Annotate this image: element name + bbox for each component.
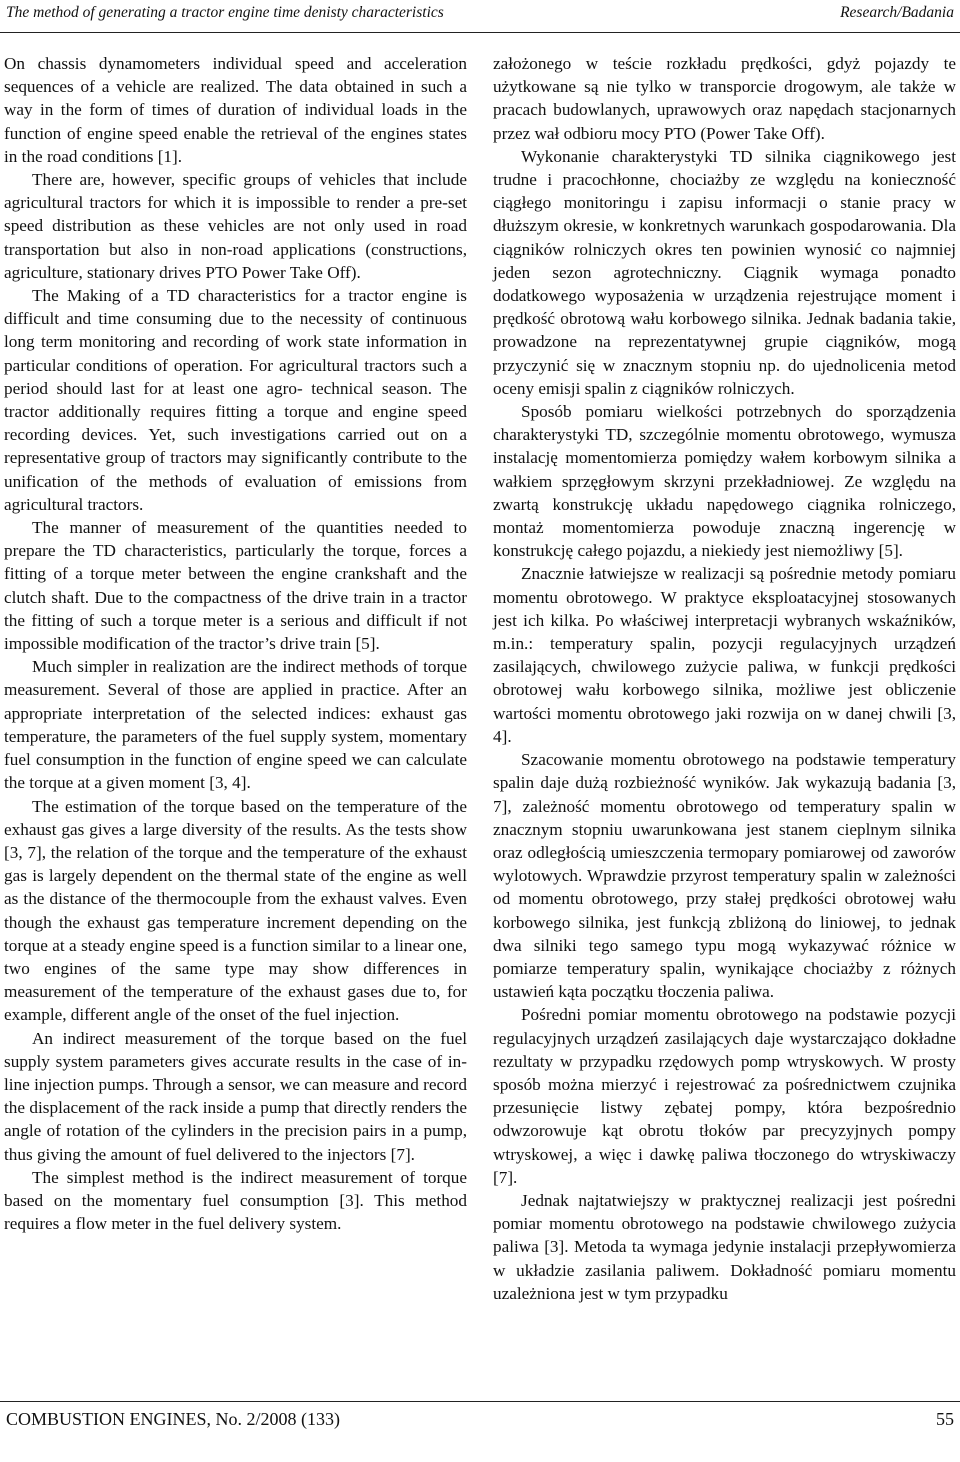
page-footer bbox=[0, 1409, 960, 1430]
paragraph: The manner of measurement of the quantities needed to prepare the TD characteristics, particularly the torque, forces a fitting of a torque meter between the engine crankshaft and the clutch shaft. Due to the compactness of the drive train in a tractor the fitting of such a torque meter is a serious and difficult if not impossible modification of the tractor’s drive train [5]. bbox=[4, 518, 467, 654]
page-number: 55 bbox=[936, 1409, 954, 1429]
paragraph: Znacznie łatwiejsze w realizacji są pośrednie metody pomiaru momentu obrotowego. W praktyce eksploatacyjnej stosowanych jest ich kilka. Po właściwej interpretacji wybranych wskaźników, m.in.: temperatury spalin, pozycji regulacyjnych urządzeń zasilających, chwilowego zużycie paliwa, w funkcji prędkości obrotowej wału korbowego silnika, możliwe jest obliczenie wartości momentu obrotowego jaki rozwija on w danej chwili [3, 4]. bbox=[493, 564, 956, 746]
left-column bbox=[4, 52, 467, 1235]
paragraph: An indirect measurement of the torque based on the fuel supply system parameters gives accurate results in the case of in-line injection pumps. Through a sensor, we can measure and record the displacement of the rack inside a pump that directly renders the angle of rotation of the cylinders in the precision pairs in a pump, thus giving the amount of fuel delivered to the injectors [7]. bbox=[4, 1028, 467, 1164]
paragraph: Sposób pomiaru wielkości potrzebnych do sporządzenia charakterystyki TD, szczególnie momentu obrotowego, wymusza instalację momentomierza pomiędzy wałem korbowym silnika a wałkiem sprzęgłowym skrzyni przekładniowej. Ze względu na zwartą konstrukcję układu napędowego ciągnika rolniczego, montaż momentomierza powoduje znaczną ingerencję w konstrukcję całego pojazdu, a niekiedy jest niemożliwy [5]. bbox=[493, 402, 956, 561]
paragraph: The Making of a TD characteristics for a tractor engine is difficult and time consuming due to the necessity of continuous long term monitoring and recording of work state information in particular conditions of operation. For agricultural tractors such a period should last for at least one agro- technical season. The tractor additionally requires fitting a torque and engine speed recording devices. Yet, such investigations carried out on a representative group of tractors may significantly contribute to the unification of the methods of evaluation of emissions from agricultural tractors. bbox=[4, 286, 467, 514]
footer-rule bbox=[0, 1401, 960, 1402]
paragraph: There are, however, specific groups of vehicles that include agricultural tractors for which it is impossible to render a pre-set speed distribution as these vehicles are not only used in road transportation but also in non-road applications (constructions, agriculture, stationary drives PTO Power Take Off). bbox=[4, 170, 467, 282]
paragraph: Jednak najtatwiejszy w praktycznej realizacji jest pośredni pomiar momentu obrotowego na podstawie chwilowego zużycia paliwa [3]. Metoda ta wymaga jedynie instalacji przepływomierza w układzie zasilania paliwem. Dokładność pomiaru momentu uzależniona jest w tym przypadku bbox=[493, 1190, 956, 1303]
right-column bbox=[493, 52, 956, 1305]
paragraph: Wykonanie charakterystyki TD silnika ciągnikowego jest trudne i pracochłonne, chociażby ze względu na konieczność ciągłego monitoringu i zapisu informacji o stanie pracy w dłuższym okresie, w konkretnych warunkach gospodarowania. Dla ciągników rolniczych okres ten powinien wynosić co najmniej jeden sezon agrotechniczny. Ciągnik wymaga ponadto dodatkowego wyposażenia w urządzenia rejestrujące moment i prędkość obrotową wału korbowego silnika. Jednak badania takie, prowadzone na reprezentatywnej grupie ciągników, mogą przyczynić się w znacznym stopniu np. do ujednolicenia metod oceny emisji spalin z ciągników rolniczych. bbox=[493, 146, 956, 398]
paragraph: On chassis dynamometers individual speed and acceleration sequences of a vehicle are realized. The data obtained in such a way in the form of times of duration of individual loads in the function of engine speed enable the retrieval of the engines states in the road conditions [1]. bbox=[4, 54, 467, 166]
running-header bbox=[0, 0, 960, 30]
paragraph: The simplest method is the indirect measurement of torque based on the momentary fuel consumption [3]. This method requires a flow meter in the fuel delivery system. bbox=[4, 1167, 467, 1234]
paragraph: The estimation of the torque based on the temperature of the exhaust gas gives a large diversity of the results. As the tests show [3, 7], the relation of the torque and the temperature of the exhaust gas is largely dependent on the thermal state of the engine as well as the distance of the thermocouple from the exhaust valves. Even though the exhaust gas temperature increment depending on the torque at a steady engine speed is a function similar to a linear one, two engines of the same type may show differences in measurement of the temperature of the exhaust gases due to, for example, different angle of the onset of the fuel injection. bbox=[4, 796, 467, 1025]
section-label: Research/Badania bbox=[840, 4, 954, 21]
paragraph: założonego w teście rozkładu prędkości, gdyż pojazdy te użytkowane są nie tylko w transporcie drogowym, ale także w pracach budowlanych, uprawowych oraz napędach stacjonarnych przez wał odbioru mocy PTO (Power Take Off). bbox=[493, 54, 956, 143]
journal-name: COMBUSTION ENGINES, No. 2/2008 (133) bbox=[6, 1409, 340, 1429]
paragraph: Pośredni pomiar momentu obrotowego na podstawie pozycji regulacyjnych urządzeń zasilających daje wystarczająco dokładne rezultaty w przypadku rzędowych pomp wtryskowych. W prosty sposób można mierzyć i rejestrować za pośrednictwem czujnika przesunięcie listwy zębatej pompy, która bezpośrednio odwzorowuje kąt obrotu tłoków par precyzyjnych pompy wtryskowej, a więc i dawkę paliwa tłoczonego do wtryskiwaczy [7]. bbox=[493, 1005, 956, 1187]
running-title: The method of generating a tractor engine time denisty characteristics bbox=[6, 4, 444, 21]
header-rule bbox=[0, 32, 960, 33]
paragraph: Szacowanie momentu obrotowego na podstawie temperatury spalin daje dużą rozbieżność wyników. Jak wykazują badania [3, 7], zależność momentu obrotowego od temperatury spalin w znacznym stopniu uwarunkowana jest stanem cieplnym silnika oraz odległością umieszczenia termopary pomiarowej od zaworów wylotowych. Wprawdzie przyrost temperatury spalin w zależności od momentu obrotowego, przy stałej prędkości obrotowej wału korbowego silnika, jest funkcją zbliżoną do liniowej, to jednak dwa silniki tego samego typu mogą wykazywać różnice w pomiarze temperatury spalin, wynikające chociażby z różnych ustawień kąta początku tłoczenia paliwa. bbox=[493, 750, 956, 1002]
paragraph: Much simpler in realization are the indirect methods of torque measurement. Several of those are applied in practice. After an appropriate interpretation of the selected indices: exhaust gas temperature, the parameters of the fuel supply system, momentary fuel consumption in the function of engine speed we can calculate the torque at a given moment [3, 4]. bbox=[4, 657, 467, 793]
